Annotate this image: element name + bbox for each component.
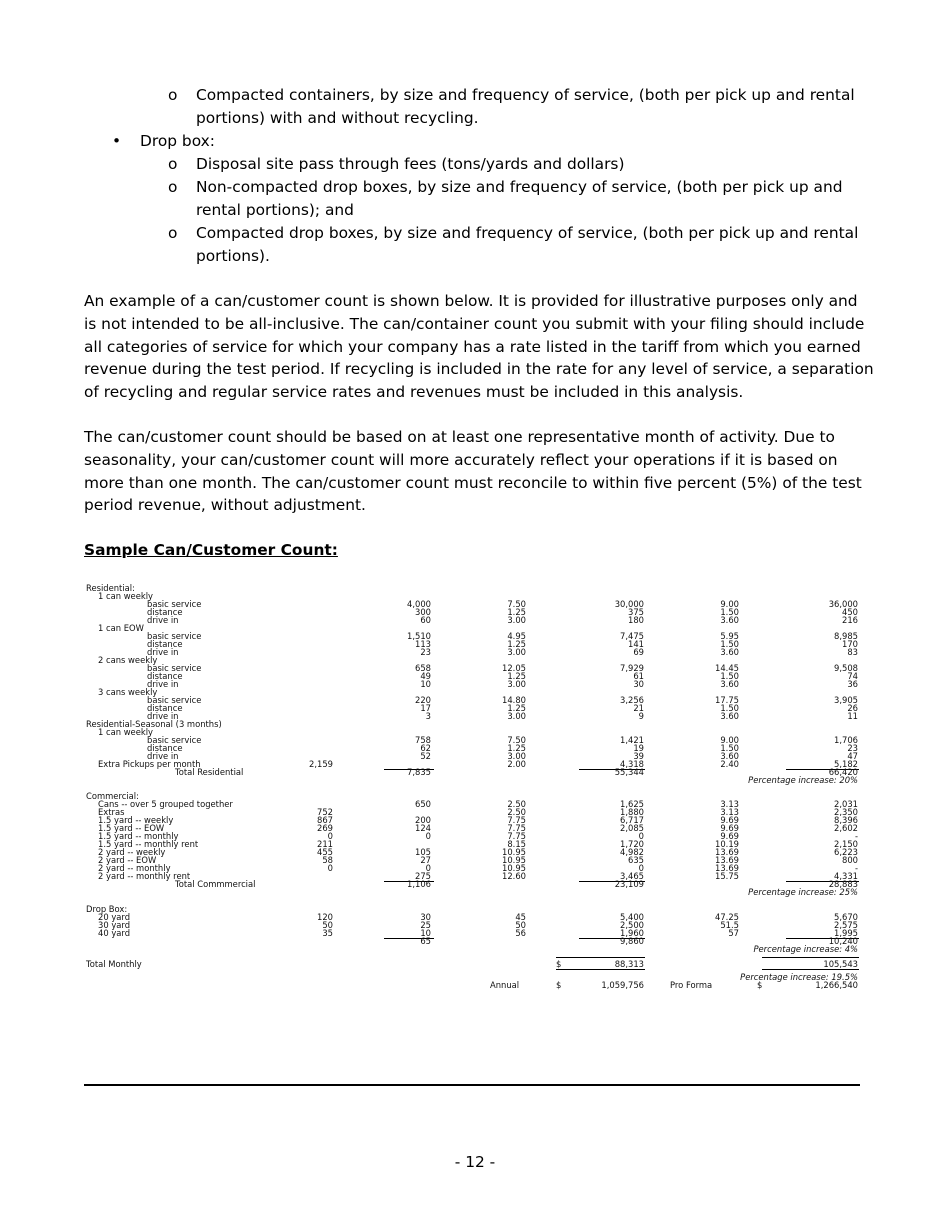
table-cell: drive in bbox=[147, 615, 179, 625]
table-cell: 3,465 bbox=[620, 871, 644, 881]
table-cell: 3.13 bbox=[720, 807, 739, 817]
table-cell: 14.45 bbox=[715, 663, 739, 673]
table-cell: 69 bbox=[633, 647, 644, 657]
table-cell: 8.15 bbox=[507, 839, 526, 849]
table-cell: 1.25 bbox=[507, 743, 526, 753]
table-cell: 20 yard bbox=[98, 912, 131, 922]
table-cell: 7.50 bbox=[507, 735, 526, 745]
table-cell: 12.05 bbox=[502, 663, 526, 673]
table-cell: 56 bbox=[515, 928, 526, 938]
table-cell: 1 can weekly bbox=[98, 727, 153, 737]
table-cell: $ bbox=[757, 980, 763, 990]
table-cell: 758 bbox=[415, 735, 431, 745]
table-cell: 1.50 bbox=[720, 671, 739, 681]
table-cell: 1.5 yard -- monthly bbox=[98, 831, 179, 841]
table-cell: 3.00 bbox=[507, 711, 526, 721]
table-cell: 867 bbox=[317, 815, 333, 825]
paragraph: An example of a can/customer count is shown below. It is provided for illustrative purposes only and is not intended to be all-inclusive. The can/container count you submit with your filing should include all categories of service for which your company has a rate listed in the tariff from which you earned revenue during the test period. If recycling is included in the rate for any level of service, a separation of recycling and regular service rates and revenues must be included in this analysis. bbox=[84, 292, 874, 402]
table-row bbox=[86, 840, 866, 848]
table-cell: 10.95 bbox=[502, 863, 526, 873]
table-cell: 1 can weekly bbox=[98, 591, 153, 601]
table-cell: 3.00 bbox=[507, 647, 526, 657]
table-cell: 10 bbox=[420, 928, 431, 938]
table-cell: 62 bbox=[420, 743, 431, 753]
list-item bbox=[84, 84, 874, 130]
table-cell: Percentage increase: 4% bbox=[753, 944, 858, 954]
table-cell: - bbox=[854, 831, 858, 841]
table-cell: 1,106 bbox=[407, 879, 431, 889]
total-rule bbox=[762, 957, 859, 958]
list-item bbox=[84, 222, 874, 268]
bullet: • bbox=[112, 132, 122, 150]
section-header bbox=[86, 720, 866, 728]
table-cell: 0 bbox=[425, 831, 431, 841]
table-cell: 2.40 bbox=[720, 759, 739, 769]
table-row bbox=[86, 856, 866, 864]
table-cell: 4,982 bbox=[620, 847, 644, 857]
table-cell: distance bbox=[147, 671, 183, 681]
table-cell: 2.50 bbox=[507, 799, 526, 809]
table-cell: 5,400 bbox=[620, 912, 644, 922]
table-cell: 30 bbox=[420, 912, 431, 922]
table-cell: 120 bbox=[317, 912, 333, 922]
table-cell: 15.75 bbox=[715, 871, 739, 881]
table-cell: 2.50 bbox=[507, 807, 526, 817]
table-cell: 50 bbox=[322, 920, 333, 930]
table-row bbox=[86, 921, 866, 929]
table-row bbox=[86, 929, 866, 937]
table-cell: 3 bbox=[425, 711, 431, 721]
table-cell: 7.50 bbox=[507, 599, 526, 609]
table-row bbox=[86, 800, 866, 808]
table-cell: 1,720 bbox=[620, 839, 644, 849]
table-cell: 211 bbox=[317, 839, 333, 849]
table-cell: 1 can EOW bbox=[98, 623, 144, 633]
annual-row bbox=[86, 981, 866, 989]
table-cell: 1,880 bbox=[620, 807, 644, 817]
table-cell: 51.5 bbox=[720, 920, 739, 930]
table-cell: 10 bbox=[420, 679, 431, 689]
table-cell: 375 bbox=[628, 607, 644, 617]
list-item bbox=[84, 130, 874, 153]
table-cell: Extras bbox=[98, 807, 125, 817]
table-cell: 23 bbox=[420, 647, 431, 657]
group-label bbox=[86, 592, 866, 600]
table-cell: 2.00 bbox=[507, 759, 526, 769]
table-cell: 13.69 bbox=[715, 863, 739, 873]
table-cell: distance bbox=[147, 607, 183, 617]
group-label bbox=[86, 624, 866, 632]
table-cell: 0 bbox=[425, 863, 431, 873]
table-cell: 26 bbox=[847, 703, 858, 713]
table-cell: 105 bbox=[415, 847, 431, 857]
table-cell: 10.95 bbox=[502, 855, 526, 865]
table-cell: 1,266,540 bbox=[815, 980, 858, 990]
table-cell: 11 bbox=[847, 711, 858, 721]
total-rule bbox=[762, 969, 859, 970]
table-cell: 13.69 bbox=[715, 847, 739, 857]
table-cell: 2 cans weekly bbox=[98, 655, 158, 665]
table-cell: Total Residential bbox=[175, 767, 244, 777]
page-number: - 12 - bbox=[454, 1153, 496, 1171]
table-cell: 3.60 bbox=[720, 679, 739, 689]
table-row bbox=[86, 632, 866, 640]
table-cell: 141 bbox=[628, 639, 644, 649]
table-cell: 55,344 bbox=[614, 767, 644, 777]
total-row bbox=[86, 937, 866, 945]
table-cell: 7,835 bbox=[407, 767, 431, 777]
table-cell: 28,883 bbox=[828, 879, 858, 889]
table-cell: 170 bbox=[842, 639, 858, 649]
table-row bbox=[86, 744, 866, 752]
table-cell: 180 bbox=[628, 615, 644, 625]
table-cell: 9.69 bbox=[720, 831, 739, 841]
table-cell: 3.60 bbox=[720, 647, 739, 657]
table-cell: 3,905 bbox=[834, 695, 858, 705]
table-cell: distance bbox=[147, 639, 183, 649]
table-cell: 8,985 bbox=[834, 631, 858, 641]
table-cell: 2,159 bbox=[309, 759, 333, 769]
table-cell: 7.75 bbox=[507, 823, 526, 833]
table-cell: 1.25 bbox=[507, 703, 526, 713]
table-cell: 1,421 bbox=[620, 735, 644, 745]
list-item-text: Compacted containers, by size and frequency of service, (both per pick up and rental portions) with and without recycling. bbox=[196, 86, 855, 127]
group-label bbox=[86, 728, 866, 736]
table-cell: 52 bbox=[420, 751, 431, 761]
table-cell: Percentage increase: 19.5% bbox=[740, 972, 858, 982]
table-cell: 3,256 bbox=[620, 695, 644, 705]
table-row bbox=[86, 752, 866, 760]
table-cell: 10.19 bbox=[715, 839, 739, 849]
increase-note bbox=[86, 888, 866, 896]
table-cell: 12.60 bbox=[502, 871, 526, 881]
table-cell: 5.95 bbox=[720, 631, 739, 641]
table-cell: 1.5 yard -- weekly bbox=[98, 815, 174, 825]
table-cell: 58 bbox=[322, 855, 333, 865]
list-item-text: Compacted drop boxes, by size and frequency of service, (both per pick up and rental portions). bbox=[196, 224, 859, 265]
increase-note bbox=[86, 945, 866, 953]
sub-bullet: o bbox=[168, 86, 178, 104]
table-cell: 21 bbox=[633, 703, 644, 713]
table-cell: 2 yard -- monthly rent bbox=[98, 871, 191, 881]
table-cell: $ bbox=[556, 959, 562, 969]
table-row bbox=[86, 913, 866, 921]
table-cell: Pro Forma bbox=[670, 980, 713, 990]
table-cell: 8,396 bbox=[834, 815, 858, 825]
table-cell: 1.50 bbox=[720, 639, 739, 649]
table-cell: 6,717 bbox=[620, 815, 644, 825]
table-cell: 10,240 bbox=[828, 936, 858, 946]
table-cell: basic service bbox=[147, 663, 202, 673]
increase-note bbox=[86, 973, 866, 981]
table-cell: 4,318 bbox=[620, 759, 644, 769]
table-cell: 0 bbox=[638, 831, 644, 841]
table-row bbox=[86, 864, 866, 872]
table-row bbox=[86, 736, 866, 744]
table-row bbox=[86, 616, 866, 624]
table-cell: 3.60 bbox=[720, 711, 739, 721]
group-label bbox=[86, 688, 866, 696]
table-cell: 658 bbox=[415, 663, 431, 673]
table-cell: 1.5 yard -- monthly rent bbox=[98, 839, 199, 849]
table-cell: 61 bbox=[633, 671, 644, 681]
table-cell: Total Commmercial bbox=[175, 879, 256, 889]
increase-note bbox=[86, 776, 866, 784]
sub-bullet: o bbox=[168, 155, 178, 173]
table-cell: 9.69 bbox=[720, 823, 739, 833]
table-cell: 36 bbox=[847, 679, 858, 689]
table-cell: drive in bbox=[147, 647, 179, 657]
table-cell: 3.13 bbox=[720, 799, 739, 809]
table-cell: 3 cans weekly bbox=[98, 687, 158, 697]
table-cell: 6,223 bbox=[834, 847, 858, 857]
table-cell: 9,508 bbox=[834, 663, 858, 673]
table-cell: 4.95 bbox=[507, 631, 526, 641]
table-cell: 40 yard bbox=[98, 928, 131, 938]
table-cell: basic service bbox=[147, 631, 202, 641]
section-header bbox=[86, 905, 866, 913]
list-item bbox=[84, 153, 874, 176]
table-cell: basic service bbox=[147, 735, 202, 745]
table-cell: 19 bbox=[633, 743, 644, 753]
table-cell: distance bbox=[147, 743, 183, 753]
table-cell: 1.25 bbox=[507, 671, 526, 681]
table-cell: 23,109 bbox=[614, 879, 644, 889]
table-cell: 2,350 bbox=[834, 807, 858, 817]
list-item-text: Drop box: bbox=[140, 132, 215, 150]
table-cell: basic service bbox=[147, 599, 202, 609]
table-cell: 14.80 bbox=[502, 695, 526, 705]
table-cell: 1.25 bbox=[507, 607, 526, 617]
table-cell: 1,995 bbox=[834, 928, 858, 938]
table-cell: distance bbox=[147, 703, 183, 713]
table-cell: 800 bbox=[842, 855, 858, 865]
table-cell: 60 bbox=[420, 615, 431, 625]
table-cell: 1,059,756 bbox=[601, 980, 644, 990]
table-cell: 47.25 bbox=[715, 912, 739, 922]
group-label bbox=[86, 656, 866, 664]
list-item-text: Disposal site pass through fees (tons/yards and dollars) bbox=[196, 155, 625, 173]
table-cell: basic service bbox=[147, 695, 202, 705]
table-row bbox=[86, 704, 866, 712]
table-cell: 113 bbox=[415, 639, 431, 649]
table-cell: 74 bbox=[847, 671, 858, 681]
table-cell: 9.69 bbox=[720, 815, 739, 825]
table-cell: 5,182 bbox=[834, 759, 858, 769]
table-row bbox=[86, 648, 866, 656]
table-row bbox=[86, 680, 866, 688]
table-cell: Percentage increase: 20% bbox=[748, 775, 858, 785]
table-cell: 200 bbox=[415, 815, 431, 825]
table-cell: 5,670 bbox=[834, 912, 858, 922]
table-row bbox=[86, 600, 866, 608]
table-cell: 4,000 bbox=[407, 599, 431, 609]
sub-bullet: o bbox=[168, 178, 178, 196]
table-cell: 23 bbox=[847, 743, 858, 753]
table-cell: Annual bbox=[490, 980, 520, 990]
table-row bbox=[86, 664, 866, 672]
table-cell: 4,331 bbox=[834, 871, 858, 881]
total-rule bbox=[556, 969, 645, 970]
table-cell: 1.5 yard -- EOW bbox=[98, 823, 165, 833]
table-cell: - bbox=[854, 863, 858, 873]
footer-rule bbox=[84, 1084, 860, 1086]
table-cell: 0 bbox=[327, 863, 333, 873]
table-cell: drive in bbox=[147, 679, 179, 689]
table-cell: 30 bbox=[633, 679, 644, 689]
service-list bbox=[84, 84, 874, 268]
table-cell: 25 bbox=[420, 920, 431, 930]
table-cell: 2,500 bbox=[620, 920, 644, 930]
table-cell: 275 bbox=[415, 871, 431, 881]
table-cell: 455 bbox=[317, 847, 333, 857]
table-cell: Residential: bbox=[86, 583, 135, 593]
table-row bbox=[86, 672, 866, 680]
table-cell: 39 bbox=[633, 751, 644, 761]
table-cell: 2,085 bbox=[620, 823, 644, 833]
table-cell: 0 bbox=[638, 863, 644, 873]
section-header bbox=[86, 584, 866, 592]
table-cell: Extra Pickups per month bbox=[98, 759, 201, 769]
table-cell: Drop Box: bbox=[86, 904, 128, 914]
table-cell: 7.75 bbox=[507, 815, 526, 825]
table-cell: 30,000 bbox=[614, 599, 644, 609]
table-cell: 7,929 bbox=[620, 663, 644, 673]
total-monthly-row bbox=[86, 960, 866, 968]
table-cell: Cans -- over 5 grouped together bbox=[98, 799, 233, 809]
table-cell: 9.00 bbox=[720, 599, 739, 609]
table-cell: 0 bbox=[327, 831, 333, 841]
table-cell: 450 bbox=[842, 607, 858, 617]
table-cell: 2,031 bbox=[834, 799, 858, 809]
table-cell: 45 bbox=[515, 912, 526, 922]
table-row bbox=[86, 808, 866, 816]
table-cell: 47 bbox=[847, 751, 858, 761]
table-cell: 7,475 bbox=[620, 631, 644, 641]
table-row bbox=[86, 608, 866, 616]
table-cell: 124 bbox=[415, 823, 431, 833]
table-cell: 65 bbox=[420, 936, 431, 946]
table-cell: 635 bbox=[628, 855, 644, 865]
table-row bbox=[86, 696, 866, 704]
table-cell: 9.00 bbox=[720, 735, 739, 745]
table-cell: 300 bbox=[415, 607, 431, 617]
table-cell: 1,625 bbox=[620, 799, 644, 809]
table-cell: 3.60 bbox=[720, 751, 739, 761]
table-cell: 7.75 bbox=[507, 831, 526, 841]
table-cell: 1.50 bbox=[720, 743, 739, 753]
table-cell: 2,150 bbox=[834, 839, 858, 849]
table-row bbox=[86, 640, 866, 648]
table-cell: 2,602 bbox=[834, 823, 858, 833]
total-rule bbox=[556, 957, 645, 958]
table-cell: 1.50 bbox=[720, 607, 739, 617]
table-cell: 3.00 bbox=[507, 615, 526, 625]
table-cell: Commercial: bbox=[86, 791, 139, 801]
table-cell: Residential-Seasonal (3 months) bbox=[86, 719, 222, 729]
table-cell: 49 bbox=[420, 671, 431, 681]
table-cell: Percentage increase: 25% bbox=[748, 887, 858, 897]
table-cell: 1.25 bbox=[507, 639, 526, 649]
table-cell: 1,706 bbox=[834, 735, 858, 745]
table-cell: Total Monthly bbox=[86, 959, 142, 969]
table-cell: 3.00 bbox=[507, 751, 526, 761]
table-cell: 3.00 bbox=[507, 679, 526, 689]
table-cell: drive in bbox=[147, 711, 179, 721]
table-cell: 27 bbox=[420, 855, 431, 865]
table-cell: drive in bbox=[147, 751, 179, 761]
table-cell: 2 yard -- monthly bbox=[98, 863, 171, 873]
table-cell: 9,860 bbox=[620, 936, 644, 946]
table-cell: 88,313 bbox=[614, 959, 644, 969]
table-cell: 2,575 bbox=[834, 920, 858, 930]
table-row bbox=[86, 824, 866, 832]
table-cell: 650 bbox=[415, 799, 431, 809]
table-row bbox=[86, 832, 866, 840]
list-item bbox=[84, 176, 874, 222]
table-cell: $ bbox=[556, 980, 562, 990]
table-cell: 220 bbox=[415, 695, 431, 705]
list-item-text: Non-compacted drop boxes, by size and frequency of service, (both per pick up and rental portions); and bbox=[196, 178, 843, 219]
table-cell: 2 yard -- weekly bbox=[98, 847, 166, 857]
table-cell: 2 yard -- EOW bbox=[98, 855, 157, 865]
table-cell: 269 bbox=[317, 823, 333, 833]
table-cell: 35 bbox=[322, 928, 333, 938]
paragraph: The can/customer count should be based on at least one representative month of activity. Due to seasonality, your can/customer count will more accurately reflect your operations if it is based on more than one month. The can/customer count must reconcile to within five percent (5%) of the test period revenue, without adjustment. bbox=[84, 428, 862, 515]
table-cell: 57 bbox=[728, 928, 739, 938]
table-cell: 50 bbox=[515, 920, 526, 930]
table-cell: 105,543 bbox=[823, 959, 858, 969]
table-cell: 752 bbox=[317, 807, 333, 817]
table-cell: 13.69 bbox=[715, 855, 739, 865]
table-cell: 3.60 bbox=[720, 615, 739, 625]
sub-bullet: o bbox=[168, 224, 178, 242]
table-cell: 17.75 bbox=[715, 695, 739, 705]
table-cell: 9 bbox=[638, 711, 644, 721]
table-cell: 30 yard bbox=[98, 920, 131, 930]
section-heading: Sample Can/Customer Count: bbox=[84, 541, 338, 559]
table-cell: 1,510 bbox=[407, 631, 431, 641]
table-row bbox=[86, 816, 866, 824]
table-cell: 66,420 bbox=[828, 767, 858, 777]
table-row bbox=[86, 848, 866, 856]
table-cell: 17 bbox=[420, 703, 431, 713]
table-cell: 216 bbox=[842, 615, 858, 625]
table-cell: 1,960 bbox=[620, 928, 644, 938]
table-cell: 10.95 bbox=[502, 847, 526, 857]
table-cell: 1.50 bbox=[720, 703, 739, 713]
table-cell: 83 bbox=[847, 647, 858, 657]
table-cell: 36,000 bbox=[828, 599, 858, 609]
